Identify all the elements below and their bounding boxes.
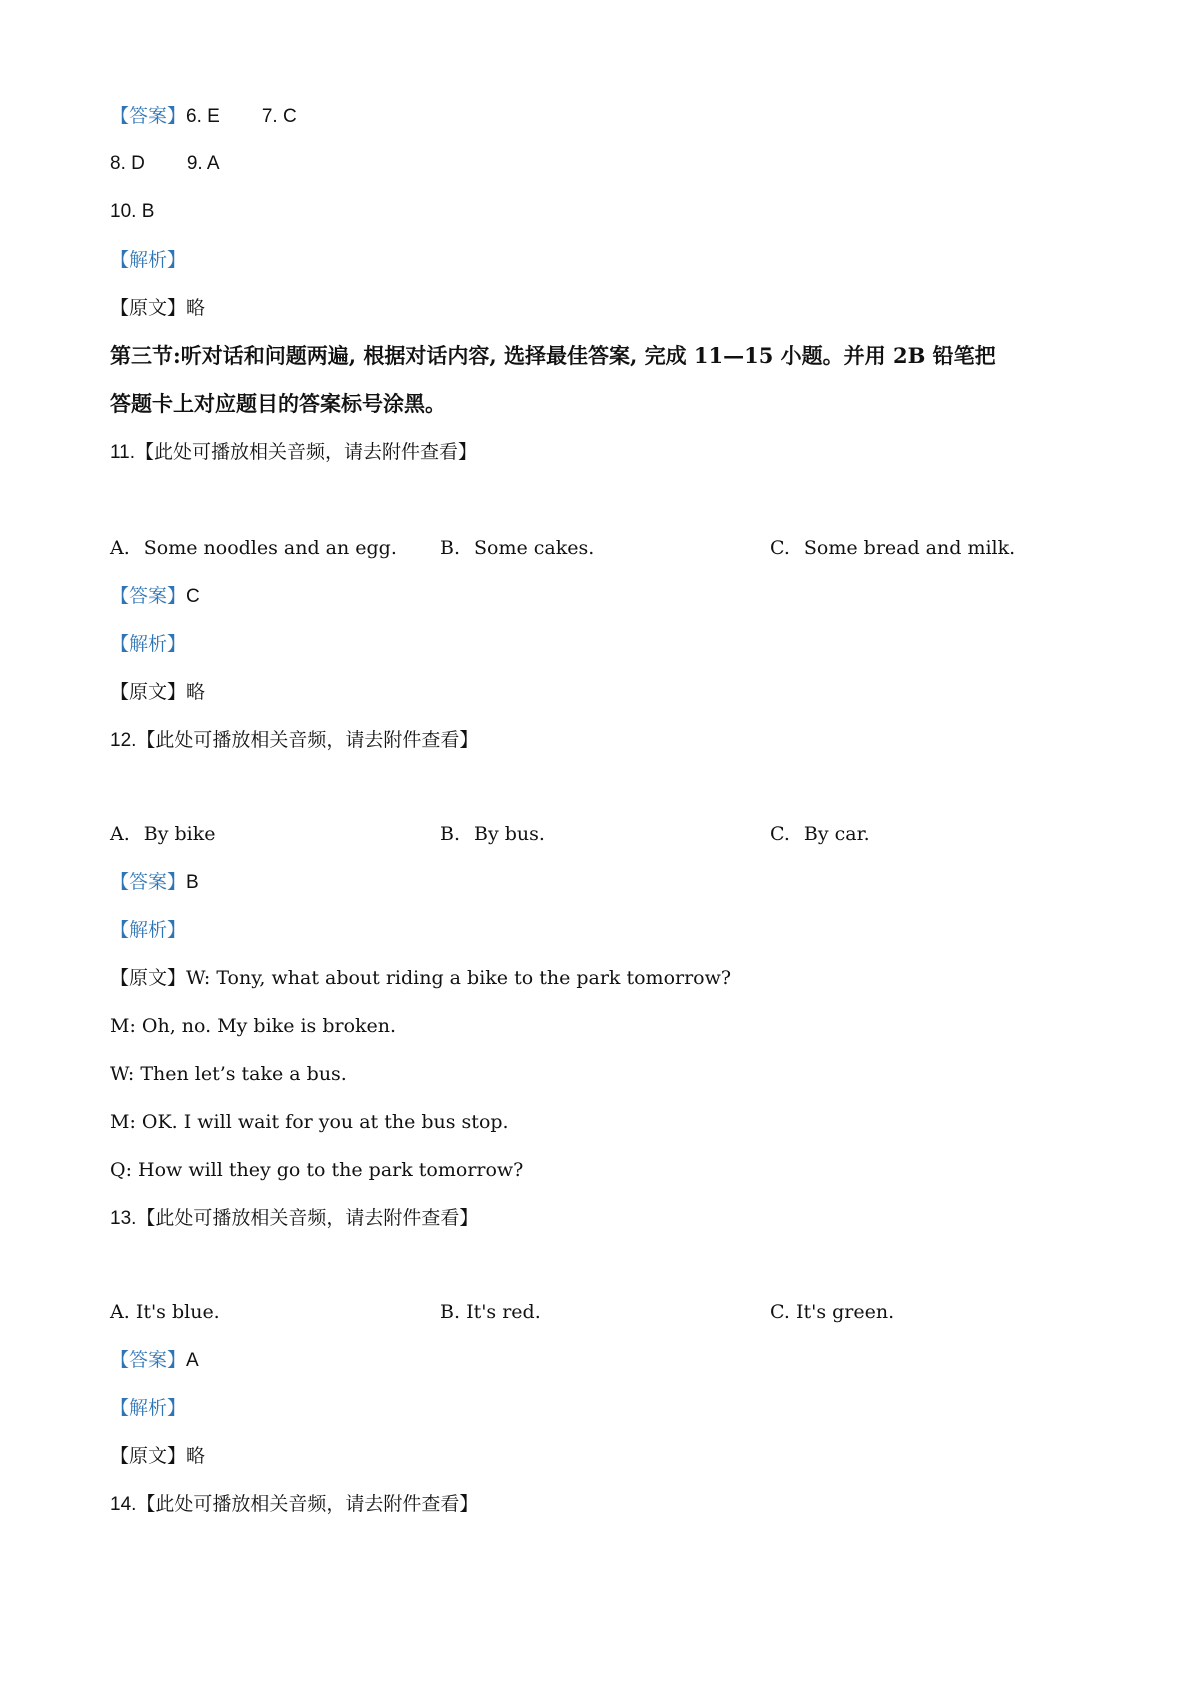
answer-line-8-9 [110, 152, 220, 176]
question-12 [110, 728, 478, 753]
option-b: B. Some cakes. [440, 537, 595, 559]
answer-line-11: 【答案】C [110, 585, 200, 607]
dialogue-question: Q: How will they go to the park tomorrow? [110, 1159, 524, 1181]
question-11 [110, 440, 477, 465]
original-text: 略 [186, 297, 206, 319]
dialogue-line: W: Then let’s take a bus. [110, 1063, 347, 1085]
answer-line-13: 【答案】A [110, 1349, 199, 1371]
answer-11: C [186, 586, 200, 607]
original-line: 【原文】W: Tony, what about riding a bike to the park tomorrow? [110, 967, 732, 989]
audio-note: 【此处可播放相关音频，请去附件查看】 [136, 729, 479, 751]
section-heading-line2: 答题卡上对应题目的答案标号涂黑。 [110, 391, 446, 416]
answer-6: 6. E [186, 106, 220, 127]
option-b: B. By bus. [440, 823, 545, 845]
audio-note: 【此处可播放相关音频，请去附件查看】 [136, 1207, 479, 1229]
option-c: C. It's green. [770, 1301, 895, 1323]
option-a: A. Some noodles and an egg. [110, 537, 397, 559]
original-line: 【原文】略 [110, 1445, 206, 1467]
dialogue-line: W: Tony, what about riding a bike to the park tomorrow? [186, 967, 732, 989]
question-14 [110, 1492, 478, 1517]
analysis-line: 【解析】 [110, 919, 187, 941]
analysis-tag: 【解析】 [110, 249, 187, 271]
original-line: 【原文】略 [110, 681, 206, 703]
answer-7: 7. C [261, 106, 297, 127]
option-a: A. It's blue. [110, 1301, 220, 1323]
question-number: 12. [110, 730, 137, 751]
answer-8: 8. D [110, 153, 145, 174]
answer-12: B [186, 872, 199, 893]
answer-line-12: 【答案】B [110, 871, 199, 893]
answer-13: A [186, 1350, 199, 1371]
option-a: A. By bike [110, 823, 216, 845]
question-number: 11. [110, 442, 136, 463]
question-number: 14. [110, 1494, 137, 1515]
option-c: C. Some bread and milk. [770, 537, 1016, 559]
dialogue-line: M: OK. I will wait for you at the bus stop. [110, 1111, 509, 1133]
audio-note: 【此处可播放相关音频，请去附件查看】 [136, 1493, 479, 1515]
answer-line-6-7 [110, 104, 297, 129]
analysis-line [110, 248, 186, 272]
answer-10: 10. B [110, 201, 155, 222]
answer-tag: 【答案】 [110, 105, 187, 127]
section-heading-line1: 第三节:听对话和问题两遍, 根据对话内容, 选择最佳答案, 完成 11—15 小题。并用 2B 铅笔把 [110, 343, 996, 368]
question-13 [110, 1206, 478, 1231]
analysis-line: 【解析】 [110, 633, 187, 655]
question-number: 13. [110, 1208, 137, 1229]
original-tag: 【原文】 [110, 297, 187, 319]
original-line [110, 296, 205, 320]
audio-note: 【此处可播放相关音频，请去附件查看】 [135, 441, 478, 463]
option-b: B. It's red. [440, 1301, 541, 1323]
answer-line-10 [110, 200, 154, 224]
dialogue-line: M: Oh, no. My bike is broken. [110, 1015, 397, 1037]
option-c: C. By car. [770, 823, 870, 845]
answer-9: 9. A [186, 153, 220, 174]
analysis-line: 【解析】 [110, 1397, 187, 1419]
